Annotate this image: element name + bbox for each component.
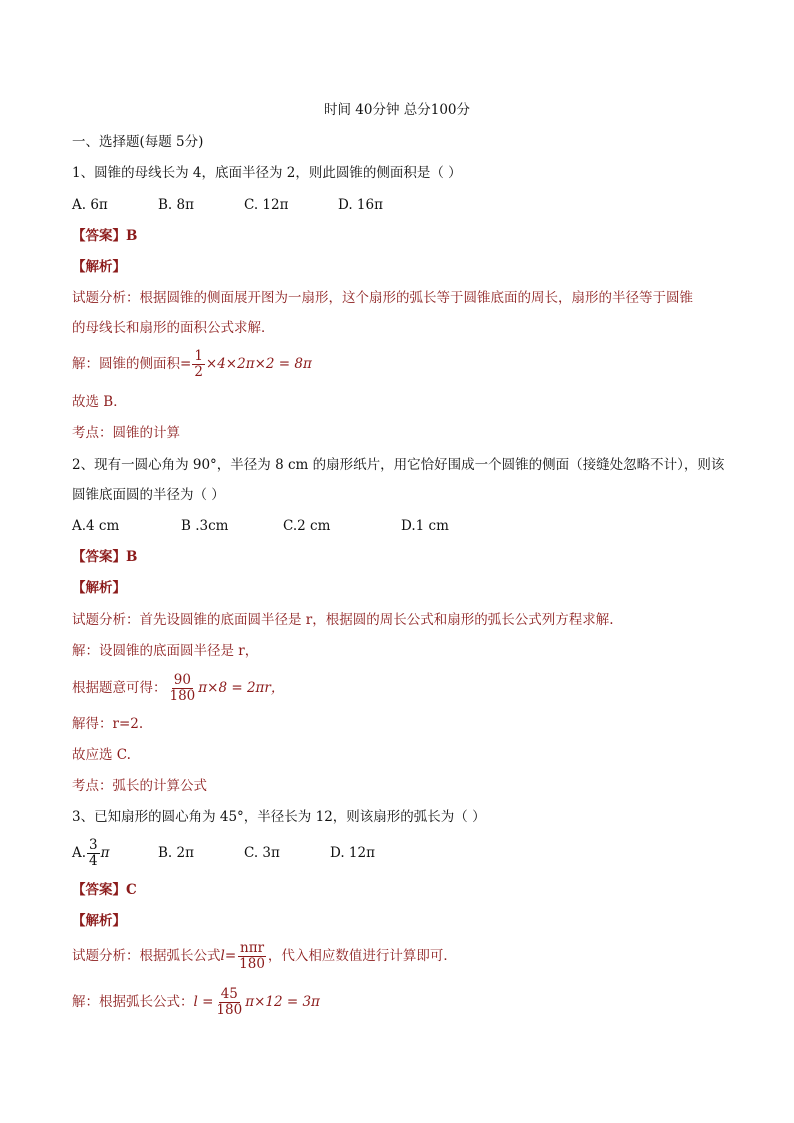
q3-option-a-suffix: π bbox=[100, 845, 110, 861]
q3-solution-numerator: 45 bbox=[220, 986, 238, 1002]
q2-equation-rest: π×8 = 2πr， bbox=[198, 680, 285, 696]
q1-option-d: D. 16π bbox=[338, 197, 383, 213]
q3-solution-prefix: 解：根据弧长公式： bbox=[72, 994, 194, 1010]
q1-option-b: B. 8π bbox=[158, 197, 194, 213]
question-2-analysis-label: 【解析】 bbox=[72, 580, 126, 596]
exam-header: 时间 40分钟 总分100分 bbox=[323, 102, 471, 118]
question-2-options bbox=[72, 516, 449, 536]
question-1-analysis-label: 【解析】 bbox=[72, 259, 126, 275]
question-2-point: 考点：弧长的计算公式 bbox=[72, 778, 207, 794]
q3-option-a-numerator: 3 bbox=[89, 837, 98, 853]
question-1-solution bbox=[72, 346, 312, 382]
section-title: 一、选择题(每题 5分) bbox=[72, 134, 204, 150]
q3-option-a-fraction bbox=[87, 838, 100, 869]
question-1-point: 考点：圆锥的计算 bbox=[72, 425, 180, 441]
question-2-conclusion: 故应选 C. bbox=[72, 747, 131, 763]
q3-solution-rest: π×12 = 3π bbox=[245, 994, 320, 1010]
q3-solution-fraction bbox=[214, 987, 244, 1018]
q3-analysis-suffix: ，代入相应数值进行计算即可． bbox=[267, 948, 457, 964]
question-2-analysis-line-1: 试题分析：首先设圆锥的底面圆半径是 r，根据圆的周长公式和扇形的弧长公式列方程求解. bbox=[72, 612, 614, 628]
question-1-analysis-line-1: 试题分析：根据圆锥的侧面展开图为一扇形，这个扇形的弧长等于圆锥底面的周长，扇形的半径等于圆锥 bbox=[72, 290, 693, 306]
q2-option-c: C.2 cm bbox=[283, 518, 331, 534]
q3-formula-fraction bbox=[237, 941, 267, 972]
q3-analysis-prefix: 试题分析：根据弧长公式 bbox=[72, 948, 221, 964]
q3-formula-lhs: l= bbox=[220, 948, 237, 964]
q1-fraction-numerator: 1 bbox=[194, 348, 203, 364]
q3-solution-lhs: l = bbox=[193, 994, 214, 1010]
q2-equation-prefix: 根据题意可得： bbox=[72, 680, 167, 696]
question-1-stem: 1、圆锥的母线长为 4，底面半径为 2，则此圆锥的侧面积是（ ） bbox=[72, 165, 462, 181]
q3-option-b: B. 2π bbox=[158, 845, 194, 861]
q3-option-a-prefix: A. bbox=[72, 845, 87, 861]
q1-solution-prefix: 解：圆锥的侧面积= bbox=[72, 356, 192, 372]
q2-fraction-numerator: 90 bbox=[173, 672, 191, 688]
question-1-answer: 【答案】B bbox=[72, 228, 138, 244]
question-2-answer: 【答案】B bbox=[72, 549, 138, 565]
question-2-equation bbox=[72, 670, 284, 706]
question-2-result: 解得：r=2. bbox=[72, 716, 144, 732]
question-3-solution bbox=[72, 984, 320, 1020]
q2-option-a: A.4 cm bbox=[72, 518, 120, 534]
q3-option-c: C. 3π bbox=[244, 845, 280, 861]
question-1-options bbox=[72, 195, 383, 215]
question-1-conclusion: 故选 B． bbox=[72, 394, 127, 410]
q3-solution-denominator: 180 bbox=[216, 1002, 243, 1018]
question-3-answer: 【答案】C bbox=[72, 882, 137, 898]
q2-option-b: B .3cm bbox=[181, 518, 229, 534]
question-2-solution-line-1: 解：设圆锥的底面圆半径是 r， bbox=[72, 643, 259, 659]
question-2-stem-line-1: 2、现有一圆心角为 90°，半径为 8 cm 的扇形纸片，用它恰好围成一个圆锥的侧面（接缝处忽略不计），则该 bbox=[72, 457, 725, 473]
question-3-options bbox=[72, 835, 375, 871]
question-3-stem: 3、已知扇形的圆心角为 45°，半径长为 12，则该扇形的弧长为（ ） bbox=[72, 809, 486, 825]
q1-solution-rest: ×4×2π×2 = 8π bbox=[205, 356, 312, 372]
question-1-analysis-line-2: 的母线长和扇形的面积公式求解． bbox=[72, 320, 275, 336]
q1-option-c: C. 12π bbox=[244, 197, 289, 213]
q3-formula-numerator: nπr bbox=[240, 940, 265, 956]
q2-fraction-denominator: 180 bbox=[169, 688, 196, 704]
question-3-analysis-line bbox=[72, 938, 457, 974]
q3-option-a-denominator: 4 bbox=[89, 853, 98, 869]
q3-formula-denominator: 180 bbox=[239, 956, 265, 972]
question-3-analysis-label: 【解析】 bbox=[72, 913, 126, 929]
q1-fraction-denominator: 2 bbox=[194, 364, 203, 380]
question-2-stem-line-2: 圆锥底面圆的半径为（ ） bbox=[72, 487, 225, 503]
q3-option-d: D. 12π bbox=[330, 845, 375, 861]
q2-equation-fraction bbox=[168, 673, 198, 704]
q3-option-a bbox=[72, 835, 158, 871]
q1-option-a: A. 6π bbox=[72, 197, 108, 213]
q1-solution-fraction bbox=[192, 349, 205, 380]
q2-option-d: D.1 cm bbox=[401, 518, 449, 534]
